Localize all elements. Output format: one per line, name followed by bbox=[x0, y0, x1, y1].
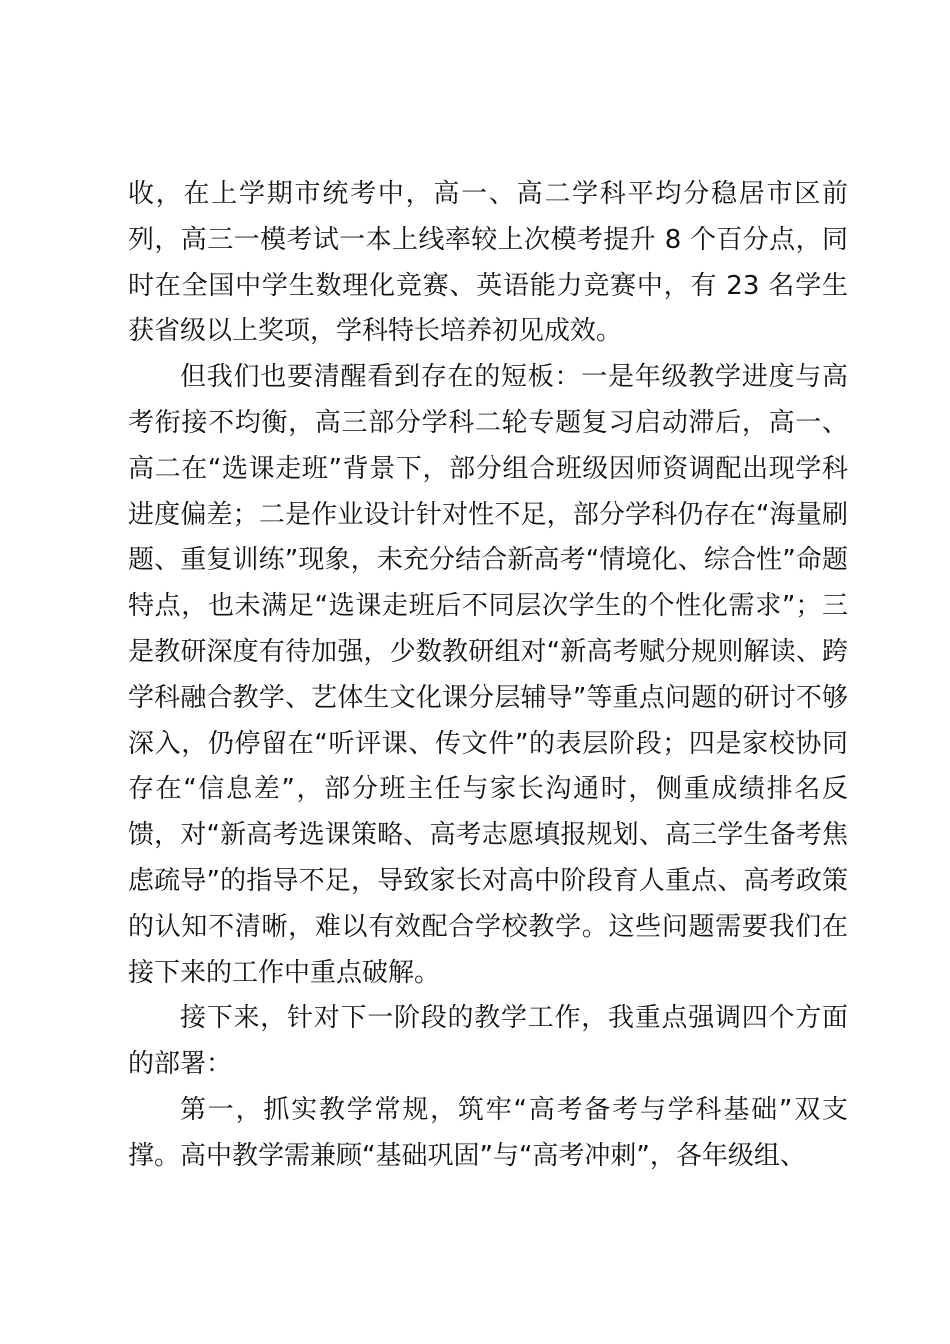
paragraph-3: 接下来，针对下一阶段的教学工作，我重点强调四个方面的部署： bbox=[128, 1003, 848, 1080]
paragraph-4: 第一，抓实教学常规，筑牢“高考备考与学科基础”双支撑。高中教学需兼顾“基础巩固”与“高考冲刺”，各年级组、 bbox=[128, 1094, 848, 1171]
paragraph-2: 但我们也要清醒看到存在的短板：一是年级教学进度与高考衔接不均衡，高三部分学科二轮专题复习启动滞后，高一、高二在“选课走班”背景下，部分组合班级因师资调配出现学科进度偏差；二是作业设计针对性不足，部分学科仍存在“海量刷题、重复训练”现象，未充分结合新高考“情境化、综合性”命题特点，也未满足“选课走班后不同层次学生的个性化需求”；三是教研深度有待加强，少数教研组对“新高考赋分规则解读、跨学科融合教学、艺体生文化课分层辅导”等重点问题的研讨不够深入，仍停留在“听评课、传文件”的表层阶段；四是家校协同存在“信息差”，部分班主任与家长沟通时，侧重成绩排名反馈，对“新高考选课策略、高考志愿填报规划、高三学生备考焦虑疏导”的指导不足，导致家长对高中阶段育人重点、高考政策的认知不清晰，难以有效配合学校教学。这些问题需要我们在接下来的工作中重点破解。 bbox=[128, 362, 848, 988]
document-body bbox=[128, 172, 848, 1180]
paragraph-1: 收，在上学期市统考中，高一、高二学科平均分稳居市区前列，高三一模考试一本上线率较上次模考提升 8 个百分点，同时在全国中学生数理化竞赛、英语能力竞赛中，有 23 名学生获省级以上奖项，学科特长培养初见成效。 bbox=[128, 179, 848, 347]
